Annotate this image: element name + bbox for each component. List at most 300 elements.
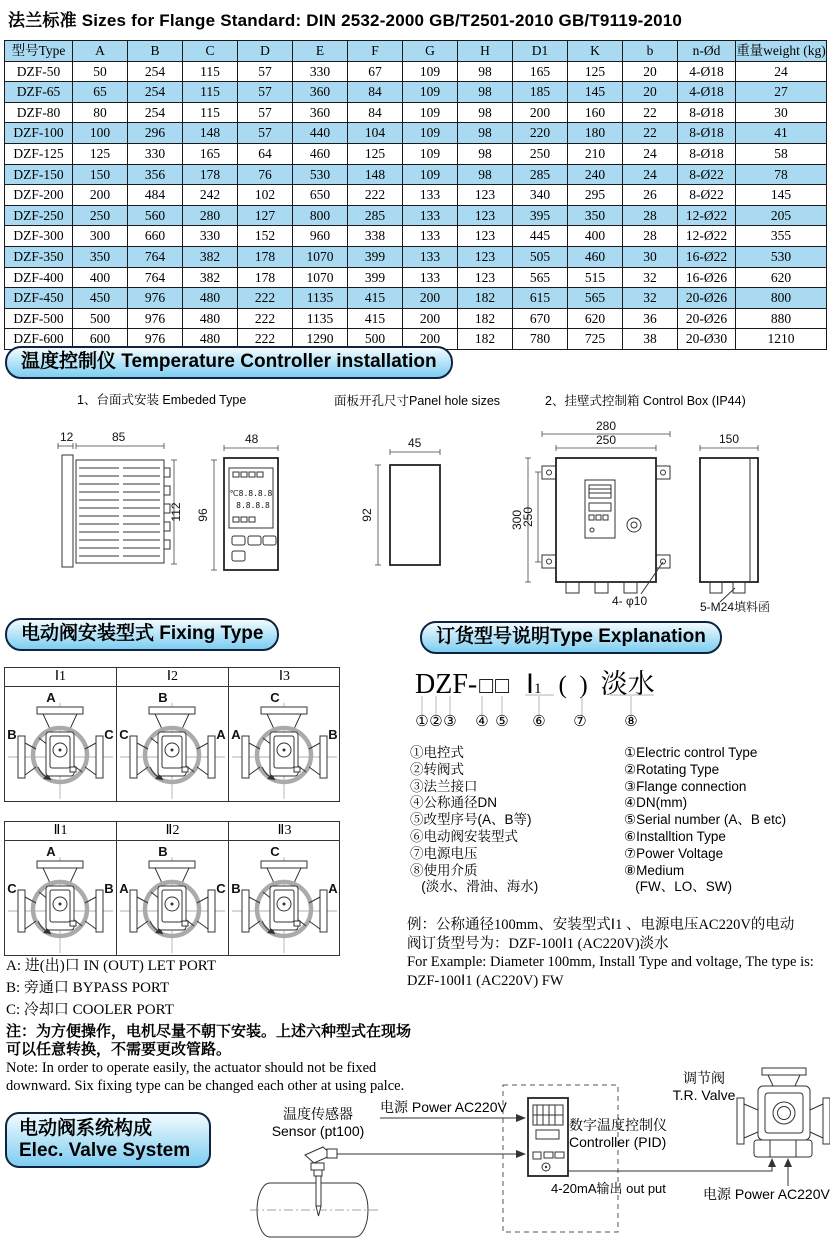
table-cell: 450 xyxy=(73,288,128,309)
table-cell: 20-Ø26 xyxy=(678,288,736,309)
table-cell: 1290 xyxy=(293,329,348,350)
port-label-left: A xyxy=(119,881,129,896)
code-prefix: DZF- xyxy=(415,669,478,700)
table-cell: 250 xyxy=(73,205,128,226)
table-cell: 123 xyxy=(458,226,513,247)
code-position-number: ⑤ xyxy=(495,713,509,730)
table-cell: 800 xyxy=(293,205,348,226)
table-row xyxy=(5,164,827,185)
list-item: ⑤Serial number (A、B etc) xyxy=(624,812,787,828)
table-cell: 109 xyxy=(403,102,458,123)
fixing-type-cell xyxy=(5,822,117,955)
column-header: E xyxy=(293,41,348,62)
table-cell: 285 xyxy=(348,205,403,226)
table-cell: 222 xyxy=(238,329,293,350)
temp-controller-diagrams xyxy=(0,408,830,620)
fixing-type-cell xyxy=(229,668,340,801)
table-cell: 133 xyxy=(403,267,458,288)
table-cell: 250 xyxy=(513,143,568,164)
table-cell: 560 xyxy=(128,205,183,226)
table-cell: 182 xyxy=(458,329,513,350)
table-cell: 50 xyxy=(73,61,128,82)
port-label-right: A xyxy=(328,881,338,896)
list-item: ⑤改型序号(A、B等) xyxy=(410,812,532,828)
table-cell: DZF-600 xyxy=(5,329,73,350)
table-cell: 295 xyxy=(568,185,623,206)
port-label-left: A xyxy=(231,727,241,742)
valve-system-title-cn: 电动阀系统构成 xyxy=(19,1118,153,1139)
table-cell: 330 xyxy=(128,143,183,164)
table-cell: 84 xyxy=(348,82,403,103)
table-cell: 178 xyxy=(238,246,293,267)
code-position-number: ① xyxy=(415,713,429,730)
dimension-label: 48 xyxy=(245,432,259,446)
pipe-drawing xyxy=(250,1183,378,1237)
table-cell: 98 xyxy=(458,123,513,144)
table-cell: 115 xyxy=(183,102,238,123)
table-cell: 1135 xyxy=(293,308,348,329)
table-cell: 133 xyxy=(403,185,458,206)
table-cell: DZF-150 xyxy=(5,164,73,185)
controller-display-line1: ℃8.8.8.8 xyxy=(229,489,273,498)
table-cell: 57 xyxy=(238,61,293,82)
table-cell: 340 xyxy=(513,185,568,206)
table-row xyxy=(5,205,827,226)
table-cell: 764 xyxy=(128,246,183,267)
table-cell: 330 xyxy=(183,226,238,247)
dimension-label: 250 xyxy=(596,433,617,447)
explanation-items-cn xyxy=(410,745,538,896)
table-cell: 165 xyxy=(513,61,568,82)
table-cell: DZF-65 xyxy=(5,82,73,103)
fixing-type-code: Ⅱ3 xyxy=(229,822,340,841)
column-header: G xyxy=(403,41,458,62)
port-label-left: B xyxy=(7,727,17,742)
table-cell: 200 xyxy=(403,308,458,329)
table-cell: 115 xyxy=(183,82,238,103)
table-cell: 32 xyxy=(623,288,678,309)
list-item: ⑥电动阀安装型式 xyxy=(410,828,518,844)
embedded-side-view xyxy=(58,430,183,567)
table-cell: 1210 xyxy=(736,329,827,350)
table-cell: 12-Ø22 xyxy=(678,226,736,247)
table-row xyxy=(5,143,827,164)
code-position-number: ② xyxy=(429,713,443,730)
table-cell: 84 xyxy=(348,102,403,123)
example-line: 阀订货型号为：DZF-100Ⅰ1 (AC220V)淡水 xyxy=(407,935,669,952)
dimension-label: 96 xyxy=(196,508,210,522)
legend-port-c: C: 冷却口 COOLER PORT xyxy=(6,1002,174,1018)
table-cell: 65 xyxy=(73,82,128,103)
table-cell: 210 xyxy=(568,143,623,164)
dimension-label: 112 xyxy=(169,502,183,522)
explanation-items-en xyxy=(624,745,786,896)
valve-orientation-diagram xyxy=(5,687,116,801)
table-cell: DZF-100 xyxy=(5,123,73,144)
table-cell: 20-Ø30 xyxy=(678,329,736,350)
table-cell: 109 xyxy=(403,164,458,185)
table-cell: 125 xyxy=(568,61,623,82)
table-cell: 12-Ø22 xyxy=(678,205,736,226)
table-cell: 182 xyxy=(458,288,513,309)
table-cell: 100 xyxy=(73,123,128,144)
table-cell: 98 xyxy=(458,61,513,82)
table-cell: 880 xyxy=(736,308,827,329)
table-cell: 178 xyxy=(183,164,238,185)
table-cell: 382 xyxy=(183,267,238,288)
controller-display-line2: 8.8.8.8 xyxy=(236,501,270,510)
table-cell: 415 xyxy=(348,308,403,329)
table-cell: 24 xyxy=(623,164,678,185)
table-cell: 123 xyxy=(458,205,513,226)
code-position-number: ③ xyxy=(443,713,457,730)
table-cell: 98 xyxy=(458,143,513,164)
list-item: ⑦电源电压 xyxy=(410,845,478,861)
code-position-number: ⑥ xyxy=(532,713,546,730)
table-cell: 150 xyxy=(73,164,128,185)
table-cell: 205 xyxy=(736,205,827,226)
list-item: ④DN(mm) xyxy=(624,795,688,811)
embedded-front-view xyxy=(196,432,278,570)
port-label-left: B xyxy=(231,881,241,896)
table-cell: 8-Ø22 xyxy=(678,164,736,185)
port-label-left: C xyxy=(119,727,129,742)
table-cell: 57 xyxy=(238,123,293,144)
table-cell: 22 xyxy=(623,102,678,123)
table-cell: 330 xyxy=(293,61,348,82)
table-cell: 26 xyxy=(623,185,678,206)
control-box-front-view xyxy=(510,419,670,608)
controller-label: 数字温度控制仪 Controller (PID) xyxy=(569,1117,667,1150)
table-cell: 22 xyxy=(623,123,678,144)
table-cell: 976 xyxy=(128,329,183,350)
table-cell: 178 xyxy=(238,267,293,288)
table-cell: 109 xyxy=(403,61,458,82)
table-cell: 182 xyxy=(458,308,513,329)
list-item: ③法兰接口 xyxy=(410,778,478,794)
table-cell: 505 xyxy=(513,246,568,267)
table-cell: 32 xyxy=(623,267,678,288)
table-cell: 28 xyxy=(623,205,678,226)
table-cell: 620 xyxy=(568,308,623,329)
port-label-top: C xyxy=(270,690,280,705)
table-cell: 109 xyxy=(403,82,458,103)
table-cell: 254 xyxy=(128,82,183,103)
table-cell: 222 xyxy=(348,185,403,206)
table-cell: 976 xyxy=(128,308,183,329)
table-cell: 222 xyxy=(238,288,293,309)
table-cell: 145 xyxy=(568,82,623,103)
list-item: ⑥Installtion Type xyxy=(624,828,726,844)
fixing-type-cell xyxy=(5,668,117,801)
table-cell: 1070 xyxy=(293,246,348,267)
table-cell: 360 xyxy=(293,82,348,103)
table-row xyxy=(5,246,827,267)
example-line: DZF-100Ⅰ1 (AC220V) FW xyxy=(407,972,564,989)
table-cell: 133 xyxy=(403,246,458,267)
dimension-label: 12 xyxy=(60,430,74,444)
port-label-top: A xyxy=(46,844,56,859)
table-cell: 4-Ø18 xyxy=(678,61,736,82)
table-cell: 395 xyxy=(513,205,568,226)
power-top-label: 电源 Power AC220V xyxy=(380,1099,507,1115)
code-voltage-parens: ( ) xyxy=(558,672,588,699)
table-cell: 160 xyxy=(568,102,623,123)
table-cell: 41 xyxy=(736,123,827,144)
section-title-fixing-type: 电动阀安装型式 Fixing Type xyxy=(5,618,279,651)
table-cell: 57 xyxy=(238,82,293,103)
column-header: b xyxy=(623,41,678,62)
table-cell: 515 xyxy=(568,267,623,288)
table-cell: 180 xyxy=(568,123,623,144)
column-header: D1 xyxy=(513,41,568,62)
table-cell: 480 xyxy=(183,288,238,309)
table-cell: 280 xyxy=(183,205,238,226)
table-cell: DZF-250 xyxy=(5,205,73,226)
port-label-top: A xyxy=(46,690,56,705)
control-box-label: 2、挂壁式控制箱 Control Box (IP44) xyxy=(545,394,746,408)
table-cell: 254 xyxy=(128,61,183,82)
table-cell: 200 xyxy=(403,329,458,350)
table-row xyxy=(5,82,827,103)
fixing-note-en: Note: In order to operate easily, the actuator should not be fixed downward. Six fixing type can be changed each other at using palce. xyxy=(6,1060,405,1094)
table-cell: 356 xyxy=(128,164,183,185)
table-cell: 123 xyxy=(458,185,513,206)
table-cell: 400 xyxy=(73,267,128,288)
table-cell: 148 xyxy=(348,164,403,185)
table-cell: 254 xyxy=(128,102,183,123)
table-cell: 24 xyxy=(623,143,678,164)
valve-orientation-diagram xyxy=(117,687,228,801)
dimension-label: 150 xyxy=(719,432,740,446)
table-cell: 460 xyxy=(568,246,623,267)
table-cell: 109 xyxy=(403,143,458,164)
control-box-side-view xyxy=(700,432,770,614)
table-cell: 57 xyxy=(238,102,293,123)
table-cell: 38 xyxy=(623,329,678,350)
table-cell: 360 xyxy=(293,102,348,123)
fixing-type-code: Ⅰ2 xyxy=(117,668,228,687)
port-label-top: B xyxy=(158,844,168,859)
page-title: 法兰标准 Sizes for Flange Standard: DIN 2532-2000 GB/T2501-2010 GB/T9119-2010 xyxy=(8,11,683,30)
column-header: C xyxy=(183,41,238,62)
table-cell: 800 xyxy=(736,288,827,309)
output-signal-label: 4-20mA输出 out put xyxy=(551,1181,666,1196)
column-header: D xyxy=(238,41,293,62)
table-cell: 500 xyxy=(348,329,403,350)
gland-label: 5-M24填料函 xyxy=(700,600,771,614)
table-cell: 16-Ø26 xyxy=(678,267,736,288)
dimension-label: 85 xyxy=(112,430,126,444)
table-cell: 600 xyxy=(73,329,128,350)
table-cell: 67 xyxy=(348,61,403,82)
dimension-label: 250 xyxy=(521,506,535,528)
table-cell: 8-Ø18 xyxy=(678,123,736,144)
table-cell: 382 xyxy=(183,246,238,267)
port-label-top: C xyxy=(270,844,280,859)
list-item: ①电控式 xyxy=(410,745,464,760)
fixing-grid-row1 xyxy=(4,667,340,802)
table-row xyxy=(5,288,827,309)
dimension-label: 280 xyxy=(596,419,617,433)
port-label-right: C xyxy=(104,727,114,742)
flange-table xyxy=(4,40,827,350)
table-cell: 80 xyxy=(73,102,128,123)
fixing-note-cn: 注：为方便操作，电机尽量不朝下安装。上述六种型式在现场可以任意转换，不需要更改管路。 xyxy=(6,1024,412,1058)
example-line: 例：公称通径100mm、安装型式Ⅰ1 、电源电压AC220V的电动 xyxy=(407,917,795,933)
table-cell: DZF-125 xyxy=(5,143,73,164)
table-cell: 98 xyxy=(458,82,513,103)
table-cell: DZF-50 xyxy=(5,61,73,82)
table-cell: 123 xyxy=(458,267,513,288)
tr-valve-drawing xyxy=(737,1068,830,1157)
table-cell: 152 xyxy=(238,226,293,247)
valve-orientation-diagram xyxy=(229,841,340,955)
embedded-type-label: 1、台面式安装 Embeded Type xyxy=(77,393,247,407)
table-cell: 350 xyxy=(73,246,128,267)
column-header: K xyxy=(568,41,623,62)
table-cell: 399 xyxy=(348,267,403,288)
table-cell: 780 xyxy=(513,329,568,350)
legend-port-a: A: 进(出)口 IN (OUT) LET PORT xyxy=(6,958,217,974)
pid-controller-drawing xyxy=(528,1098,568,1176)
table-cell: 480 xyxy=(183,329,238,350)
table-cell: 98 xyxy=(458,102,513,123)
table-cell: 102 xyxy=(238,185,293,206)
table-cell: 399 xyxy=(348,246,403,267)
table-cell: DZF-450 xyxy=(5,288,73,309)
column-header: A xyxy=(73,41,128,62)
fixing-type-code: Ⅱ2 xyxy=(117,822,228,841)
table-cell: 16-Ø22 xyxy=(678,246,736,267)
dimension-label: 92 xyxy=(360,508,374,522)
fixing-grid-row2 xyxy=(4,821,340,956)
table-cell: 145 xyxy=(736,185,827,206)
port-label-right: B xyxy=(328,727,338,742)
table-cell: 400 xyxy=(568,226,623,247)
port-label-top: B xyxy=(158,690,168,705)
table-cell: 565 xyxy=(513,267,568,288)
table-cell: 127 xyxy=(238,205,293,226)
table-cell: 78 xyxy=(736,164,827,185)
fixing-type-code: Ⅰ3 xyxy=(229,668,340,687)
flange-table-header-row xyxy=(5,41,827,62)
tr-valve-label: 调节阀 T.R. Valve xyxy=(672,1070,736,1103)
port-label-right: C xyxy=(216,881,226,896)
table-cell: 20-Ø26 xyxy=(678,308,736,329)
list-item: ④公称通径DN xyxy=(410,795,497,811)
table-row xyxy=(5,308,827,329)
table-row xyxy=(5,102,827,123)
table-cell: DZF-200 xyxy=(5,185,73,206)
section-title-temp-controller: 温度控制仪 Temperature Controller installation xyxy=(5,346,453,379)
port-label-right: B xyxy=(104,881,114,896)
table-cell: 338 xyxy=(348,226,403,247)
table-cell: 650 xyxy=(293,185,348,206)
code-medium: 淡水 xyxy=(600,669,655,699)
table-row xyxy=(5,123,827,144)
table-cell: 300 xyxy=(73,226,128,247)
panel-hole-view xyxy=(360,436,440,565)
table-cell: 64 xyxy=(238,143,293,164)
table-cell: 222 xyxy=(238,308,293,329)
column-header: 型号Type xyxy=(5,41,73,62)
table-cell: 28 xyxy=(623,226,678,247)
valve-orientation-diagram xyxy=(5,841,116,955)
table-row xyxy=(5,226,827,247)
list-item: ⑦Power Voltage xyxy=(624,845,724,861)
table-row xyxy=(5,61,827,82)
table-cell: 104 xyxy=(348,123,403,144)
table-cell: 125 xyxy=(73,143,128,164)
table-cell: DZF-80 xyxy=(5,102,73,123)
code-position-number: ⑦ xyxy=(573,713,587,730)
list-item: (淡水、滑油、海水) xyxy=(410,879,539,895)
fixing-type-code: Ⅰ1 xyxy=(5,668,116,687)
table-cell: 8-Ø18 xyxy=(678,102,736,123)
table-cell: 165 xyxy=(183,143,238,164)
fixing-type-cell xyxy=(117,668,229,801)
list-item: ②转阀式 xyxy=(410,761,464,777)
port-label-right: A xyxy=(216,727,226,742)
list-item: ⑧使用介质 xyxy=(410,862,478,878)
table-row xyxy=(5,185,827,206)
panel-hole-label: 面板开孔尺寸Panel hole sizes xyxy=(334,394,501,408)
table-cell: 133 xyxy=(403,205,458,226)
table-cell: 445 xyxy=(513,226,568,247)
table-cell: 76 xyxy=(238,164,293,185)
fixing-type-cell xyxy=(229,822,340,955)
table-cell: 30 xyxy=(736,102,827,123)
table-cell: 20 xyxy=(623,82,678,103)
table-cell: 200 xyxy=(403,288,458,309)
temperature-sensor-drawing xyxy=(305,1147,337,1216)
table-cell: 200 xyxy=(513,102,568,123)
table-cell: 296 xyxy=(128,123,183,144)
table-cell: 620 xyxy=(736,267,827,288)
table-cell: 1135 xyxy=(293,288,348,309)
table-cell: 1070 xyxy=(293,267,348,288)
table-cell: 764 xyxy=(128,267,183,288)
table-cell: 960 xyxy=(293,226,348,247)
table-cell: 355 xyxy=(736,226,827,247)
table-cell: 440 xyxy=(293,123,348,144)
table-cell: 30 xyxy=(623,246,678,267)
list-item: (FW、LO、SW) xyxy=(624,879,732,895)
code-size-boxes: □□ xyxy=(479,673,512,698)
table-cell: DZF-400 xyxy=(5,267,73,288)
table-cell: 285 xyxy=(513,164,568,185)
table-cell: 350 xyxy=(568,205,623,226)
legend-port-b: B: 旁通口 BYPASS PORT xyxy=(6,980,170,996)
table-cell: 670 xyxy=(513,308,568,329)
table-cell: 115 xyxy=(183,61,238,82)
column-header: n-Ød xyxy=(678,41,736,62)
table-cell: 98 xyxy=(458,164,513,185)
table-cell: 27 xyxy=(736,82,827,103)
table-cell: 185 xyxy=(513,82,568,103)
list-item: ③Flange connection xyxy=(624,778,747,794)
column-header: 重量weight (kg) xyxy=(736,41,827,62)
table-cell: 200 xyxy=(73,185,128,206)
table-cell: 484 xyxy=(128,185,183,206)
list-item: ②Rotating Type xyxy=(624,761,720,777)
table-cell: 460 xyxy=(293,143,348,164)
fixing-type-cell xyxy=(117,822,229,955)
sensor-label: 温度传感器 Sensor (pt100) xyxy=(271,1106,365,1139)
mounting-holes-label: 4- φ10 xyxy=(612,594,648,608)
table-cell: 725 xyxy=(568,329,623,350)
